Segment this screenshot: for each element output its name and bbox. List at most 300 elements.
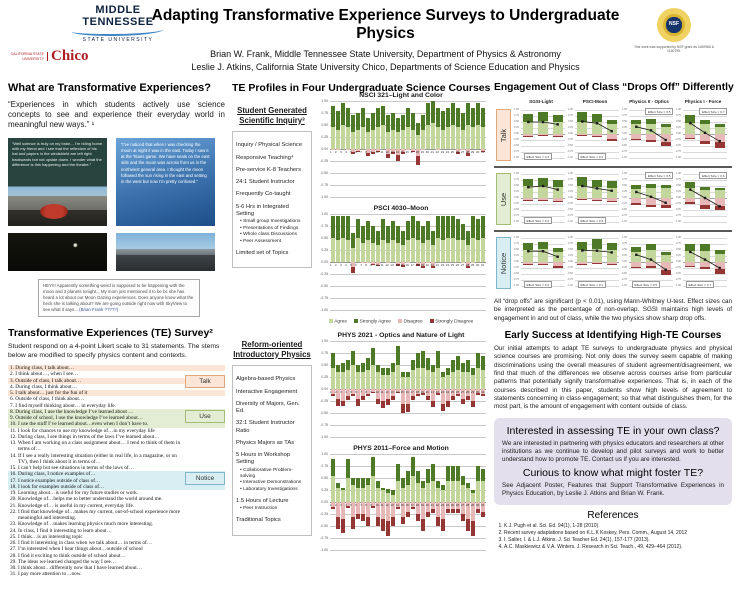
x-tick-label: 14: [395, 149, 399, 154]
mini-y-tick-label: -0.75: [675, 214, 681, 217]
poster-title: Adapting Transformative Experience Surveys to Undergraduate Physics: [151, 7, 620, 42]
x-tick-label: 26: [455, 389, 460, 394]
bar-segment: [476, 481, 480, 503]
chart-plot: [320, 212, 486, 312]
feature-item: Inquiry / Physical Science: [236, 142, 303, 149]
y-tick-label: -0.25: [320, 399, 328, 404]
bar-segment: [451, 372, 455, 389]
mtsu-logo-line1: MIDDLE: [95, 4, 141, 16]
x-tick-label: 2: [335, 389, 337, 394]
bar-segment: [381, 490, 385, 502]
reform-heading: Reform-oriented Introductory Physics: [233, 340, 311, 359]
y-tick-label: 0.00: [321, 387, 328, 392]
bar-segment: [396, 481, 400, 503]
bar-segment: [391, 221, 395, 240]
bar-segment: [441, 216, 445, 240]
y-tick-label: -0.25: [320, 272, 328, 276]
mini-y-tick-label: 0.25: [675, 126, 681, 129]
bar-segment: [411, 396, 415, 400]
mini-y-tick-label: -0.75: [513, 214, 519, 217]
middle-column: [232, 82, 491, 587]
bar-segment: [386, 521, 390, 535]
survey-item: 11. I look for chances to use my knowledge of…in my everyday life: [10, 427, 155, 434]
survey-item: 6. Outside of class, I think about…: [10, 396, 85, 403]
x-tick-label: 31: [480, 149, 485, 154]
row-label-text: Notice: [499, 252, 509, 274]
bar-segment: [366, 517, 370, 527]
bar-segment: [456, 240, 460, 262]
bar-segment: [451, 238, 455, 262]
bar-segment: [451, 466, 455, 480]
bar-segment: [371, 130, 375, 149]
bar-segment: [451, 360, 455, 372]
bar-segment: [346, 108, 350, 127]
x-tick-label: 31: [480, 502, 485, 507]
bar-segment: [386, 132, 390, 149]
x-tick-label: 16: [405, 149, 409, 154]
x-tick-label: 5: [350, 149, 352, 154]
mini-y-tick-label: -0.25: [675, 138, 681, 141]
bar-segment: [441, 490, 445, 502]
mini-y-tick-label: -0.50: [675, 272, 681, 275]
chart-plot: [320, 339, 486, 440]
survey-item: 10. I use the stuff I’ve learned about…even when I don’t have to.: [8, 421, 225, 427]
bar-segment: [471, 127, 475, 149]
x-tick-label: 21: [430, 389, 434, 394]
bar-segment: [376, 517, 380, 527]
bar-segment: [336, 111, 340, 130]
bar-segment: [356, 478, 360, 488]
x-tick-label: 17: [410, 389, 414, 394]
bar-segment: [366, 485, 370, 502]
x-tick-label: 13: [390, 502, 394, 507]
x-tick-label: 9: [370, 389, 372, 394]
x-tick-label: 29: [470, 389, 475, 394]
bar-segment: [381, 106, 385, 125]
feature-sublist: [240, 468, 308, 494]
bar-segment: [461, 363, 465, 373]
y-tick-label: 1.00: [321, 99, 328, 103]
feature-subitem: • Laboratory Investigations: [240, 486, 298, 492]
bar-segment: [341, 103, 345, 125]
bar-segment: [436, 481, 440, 488]
x-tick-label: 7: [360, 262, 362, 267]
bar-segment: [351, 267, 355, 273]
x-tick-label: 26: [455, 149, 460, 154]
bar-segment: [411, 216, 415, 238]
bar-segment: [331, 459, 335, 476]
survey-item: 3. Outside of class, I talk about…: [8, 378, 225, 384]
photo-night-sky: [8, 233, 107, 271]
bar-segment: [471, 216, 475, 238]
bar-segment: [366, 221, 370, 240]
survey-item: 31. I pay more attention to…now.: [10, 571, 82, 578]
mini-y-tick-label: 0.25: [567, 254, 573, 257]
interested-heading: Interested in assessing TE in your own class?: [506, 424, 720, 437]
bar-segment: [356, 130, 360, 149]
mini-chart: [514, 233, 566, 293]
bar-segment: [411, 130, 415, 149]
effect-size-label: Effect Size = 0.5: [645, 108, 673, 115]
y-tick-label: -0.25: [320, 159, 328, 163]
bar-segment: [341, 216, 345, 238]
y-tick-label: 0.75: [321, 224, 328, 228]
gridline: [330, 286, 486, 287]
bar-segment: [446, 466, 450, 480]
y-tick-label: -0.50: [320, 524, 328, 529]
bar-segment: [451, 216, 455, 238]
bar-segment: [401, 488, 405, 502]
mini-y-tick-label: 0.75: [621, 242, 627, 245]
x-tick-label: 7: [360, 149, 362, 154]
bar-segment: [376, 372, 380, 389]
legend-item: Strongly Disagree: [430, 319, 474, 324]
bar-segment: [351, 517, 355, 529]
x-tick-label: 7: [360, 389, 362, 394]
bar-segment: [426, 396, 430, 400]
bar-segment: [346, 459, 350, 478]
x-tick-label: 2: [335, 149, 337, 154]
bar-segment: [416, 221, 420, 240]
bar-segment: [416, 353, 420, 367]
feature-item: Frequently Co-taught: [236, 191, 291, 198]
survey-item: 8. During class, I use the knowledge I’ve learned about …: [8, 409, 225, 415]
bar-segment: [366, 370, 370, 389]
x-tick-label: 28: [465, 149, 470, 154]
photo-car-windshield: [8, 138, 107, 226]
x-tick-label: 1: [330, 262, 332, 267]
x-tick-label: 28: [465, 389, 470, 394]
photo-stadium: [116, 233, 215, 271]
x-tick-label: 5: [350, 389, 352, 394]
bar-segment: [411, 113, 415, 130]
x-tick-label: 20: [425, 502, 429, 507]
legend-item: Agree: [329, 319, 347, 324]
bar-segment: [351, 132, 355, 149]
x-tick-label: 19: [420, 262, 424, 267]
x-tick-label: 10: [375, 149, 379, 154]
bar-segment: [456, 127, 460, 149]
x-tick-label: 23: [440, 149, 445, 154]
bar-segment: [376, 231, 380, 245]
survey-item: 15. I can’t help but see situations in terms of the laws of…: [10, 465, 134, 472]
mini-chart: [622, 169, 674, 229]
feature-item: Responsive Teaching⁴: [236, 154, 294, 161]
mini-y-tick-label: 1.00: [567, 236, 573, 239]
mini-y-tick-label: 1.00: [567, 172, 573, 175]
y-tick-label: -0.50: [320, 171, 328, 175]
course-charts: [314, 92, 488, 558]
row-label-talk: [496, 109, 511, 161]
bar-segment: [451, 481, 455, 503]
bar-segment: [336, 488, 340, 502]
bar-segment: [336, 372, 340, 389]
bar-segment: [461, 224, 465, 241]
y-tick-label: 0.25: [321, 375, 328, 380]
x-tick-label: 16: [405, 389, 409, 394]
mini-chart: [568, 233, 620, 293]
bar-segment: [341, 238, 345, 262]
bar-segment: [456, 394, 460, 396]
y-tick-label: -0.50: [320, 284, 328, 288]
bar-segment: [331, 106, 335, 128]
x-tick-label: 5: [350, 502, 352, 507]
feature-subitem: • Small group Investigations: [240, 219, 301, 225]
bar-segment: [431, 372, 435, 389]
mini-y-tick-label: 1.00: [513, 236, 519, 239]
effect-size-label: Effect Size = 0.2: [524, 217, 552, 224]
feature-item: 24:1 Student Instructor: [236, 179, 295, 186]
survey-item: 14. If I see a really interesting situation (either in real life, in a magazine, or on TV), then I think about it in terms of…: [10, 452, 177, 465]
trend-line: [683, 172, 727, 224]
y-tick-label: 0.25: [321, 135, 328, 139]
x-tick-label: 6: [355, 389, 357, 394]
authors: [150, 48, 621, 74]
left-column: [8, 82, 225, 578]
bar-segment: [466, 245, 470, 262]
mini-y-tick-label: 0.50: [675, 184, 681, 187]
effect-size-label: Effect Size = 0.2: [524, 281, 552, 288]
bar-segment: [391, 363, 395, 373]
feature-item: Algebra-based Physics: [236, 376, 296, 383]
early-success-text: Our initial attempts to adapt TE surveys to undergraduate physics and physical science courses are promising. Not only does the survey seem capable of making discriminations using the overall measures of student agreement/disagreement, we find that much of the differences we observe across courses arise from particular patterns that potentially signify transformative experiences. That is, in each of the courses described in this paper, students show high levels of agreement to statements concerning in class engagement; so that what distinguishes them, for the most part, is the amount of engagement with content outside of class.: [494, 344, 732, 411]
mini-y-tick-label: -1.00: [513, 220, 519, 223]
mini-grid-column-header: SGSI-Light: [529, 99, 553, 104]
bar-segment: [376, 245, 380, 262]
x-tick-label: 17: [410, 262, 414, 267]
x-tick-label: 12: [385, 389, 389, 394]
engagement-row: [494, 169, 732, 229]
mini-y-tick-label: 0.50: [513, 120, 519, 123]
bar-segment: [426, 103, 430, 125]
bar-segment: [351, 248, 355, 262]
mini-y-tick-label: -1.00: [567, 156, 573, 159]
bar-segment: [471, 401, 475, 407]
feature-item: Pre-service K-8 Teachers: [236, 166, 301, 173]
bar-segment: [481, 127, 485, 149]
mini-y-tick-label: 0.25: [621, 190, 627, 193]
bar-segment: [351, 394, 355, 396]
mini-y-tick-label: 0.25: [513, 126, 519, 129]
bar-segment: [436, 108, 440, 127]
bar-segment: [481, 481, 485, 503]
mini-y-tick-label: 0.75: [513, 242, 519, 245]
x-tick-label: 13: [390, 389, 394, 394]
feature-subitem: • Collaborative Problem-solving: [240, 467, 293, 479]
x-tick-label: 10: [375, 389, 379, 394]
bar-segment: [391, 372, 395, 389]
mini-y-tick-label: 1.00: [513, 108, 519, 111]
mini-y-tick-label: 1.00: [675, 236, 681, 239]
x-tick-label: 22: [435, 149, 440, 154]
gridline: [330, 466, 486, 467]
x-tick-label: 9: [370, 262, 372, 267]
survey-item: 4. During class, I think about…: [10, 383, 77, 390]
effect-size-label: Effect Size = 0.3: [524, 153, 552, 160]
bar-segment: [446, 238, 450, 262]
bar-segment: [366, 240, 370, 262]
feature-item: Interactive Engagement: [236, 388, 298, 395]
mini-y-tick-label: 0.50: [513, 184, 519, 187]
x-tick-label: 18: [415, 502, 419, 507]
mini-y-tick-label: 0.75: [675, 114, 681, 117]
effect-size-label: Effect Size = 0.3: [578, 217, 606, 224]
bar-segment: [431, 401, 435, 407]
bar-segment: [381, 375, 385, 389]
mini-y-tick-label: 0.50: [675, 120, 681, 123]
mini-y-tick-label: 0.00: [567, 260, 573, 263]
survey-item: 9. Outside of school, I use the knowledge I’ve learned about…: [8, 415, 225, 421]
bar-segment: [456, 219, 460, 241]
notice-badge: Notice: [185, 472, 225, 485]
x-tick-label: 15: [400, 149, 404, 154]
x-tick-label: 29: [470, 502, 475, 507]
bar-segment: [426, 240, 430, 262]
bar-segment: [411, 507, 415, 509]
photo-moon-quote: [116, 138, 215, 226]
x-tick-label: 25: [450, 262, 455, 267]
x-tick-label: 15: [400, 262, 404, 267]
chart-plot: [320, 99, 486, 199]
bar-segment: [466, 103, 470, 125]
bar-segment: [396, 464, 400, 481]
bar-segment: [396, 365, 400, 389]
mini-y-tick-label: -0.50: [513, 144, 519, 147]
sgsi-feature-list: [232, 131, 312, 268]
bar-segment: [411, 457, 415, 476]
reference-item: 3. I. Salter, I. & L.J. Atkins. J. Sci Teacher Ed. 24(1), 157-177 (2013).: [504, 537, 732, 544]
x-tick-label: 11: [380, 262, 384, 267]
mini-y-tick-label: -0.50: [621, 144, 627, 147]
mini-y-tick-label: 0.00: [621, 132, 627, 135]
mini-y-tick-label: 0.25: [621, 254, 627, 257]
x-tick-label: 18: [415, 149, 419, 154]
x-tick-label: 30: [475, 502, 480, 507]
bar-segment: [406, 404, 410, 413]
legend-swatch: [354, 319, 358, 323]
bar-segment: [441, 519, 445, 531]
bar-segment: [411, 360, 415, 370]
mini-chart: [514, 105, 566, 165]
bar-segment: [396, 243, 400, 262]
bar-segment: [386, 115, 390, 132]
bar-segment: [431, 123, 435, 149]
bar-segment: [331, 507, 335, 509]
x-tick-label: 30: [475, 389, 480, 394]
gridline: [330, 538, 486, 539]
bar-segment: [476, 353, 480, 367]
y-tick-label: -0.75: [320, 423, 328, 428]
bar-segment: [331, 127, 335, 149]
x-tick-label: 8: [365, 262, 367, 267]
row-label-text: Talk: [499, 128, 508, 142]
mini-y-tick-label: 0.75: [513, 178, 519, 181]
mini-y-tick-label: 0.00: [675, 260, 681, 263]
bar-segment: [411, 476, 415, 502]
bar-segment: [461, 485, 465, 502]
bar-segment: [461, 372, 465, 389]
x-tick-label: 25: [450, 389, 455, 394]
x-tick-label: 24: [445, 149, 450, 154]
feature-subitem: • Interactive Demonstrations: [240, 480, 302, 486]
mini-chart: [568, 169, 620, 229]
bar-segment: [466, 488, 470, 502]
survey-item: 29. The ideas we learned changed the way I see…: [10, 558, 117, 565]
x-tick-label: 22: [435, 389, 440, 394]
bar-segment: [456, 356, 460, 370]
bar-segment: [381, 240, 385, 262]
mini-y-tick-label: 1.00: [675, 108, 681, 111]
bar-segment: [386, 154, 390, 158]
bar-segment: [421, 243, 425, 262]
bar-segment: [371, 476, 375, 502]
bar-segment: [481, 108, 485, 127]
bar-segment: [391, 396, 395, 400]
gridline: [330, 214, 486, 215]
bar-segment: [356, 399, 360, 406]
bar-segment: [421, 519, 425, 531]
bar-segment: [416, 368, 420, 390]
x-tick-label: 23: [440, 262, 445, 267]
curious-heading: Curious to know what might foster TE?: [522, 466, 704, 479]
bar-segment: [371, 348, 375, 365]
bar-segment: [371, 113, 375, 130]
bar-segment: [336, 399, 340, 406]
y-tick-label: 0.75: [321, 111, 328, 115]
mini-y-tick-label: -1.00: [567, 284, 573, 287]
bar-segment: [476, 509, 480, 513]
bar-segment: [436, 238, 440, 262]
bar-segment: [431, 464, 435, 481]
bar-segment: [461, 130, 465, 149]
te-definition-quote: “Experiences in which students actively use science concepts to see and experience their everyday world in meaningful new ways.” ¹: [8, 100, 225, 130]
reform-feature-list: [232, 365, 312, 535]
mtsu-logo-line3: STATE UNIVERSITY: [82, 37, 154, 44]
effect-size-label: Effect Size = 0.1: [578, 281, 606, 288]
trend-line: [683, 108, 727, 160]
bar-segment: [361, 478, 365, 488]
feature-item: Physics Majors as TAs: [236, 439, 295, 446]
survey-item: 2. I think about…, when I see…: [10, 371, 79, 378]
bar-segment: [381, 219, 385, 241]
bar-segment: [461, 514, 465, 521]
bar-segment: [406, 108, 410, 127]
bar-segment: [401, 115, 405, 129]
survey-intro: Student respond on a 4-point Likert scale to 31 statements. The stems below are modified to specify physics content and contexts.: [8, 343, 220, 360]
bar-segment: [481, 356, 485, 370]
author-line-1: Brian W. Frank, Middle Tennessee State University, Department of Physics & Astronomy: [210, 49, 561, 59]
talk-badge: Talk: [185, 375, 225, 388]
bar-segment: [396, 226, 400, 243]
bar-segment: [346, 396, 350, 400]
mini-y-tick-label: 0.75: [513, 114, 519, 117]
sgsi-heading: Student Generated Scientific Inquiry³: [237, 106, 307, 125]
survey-item: 19. Learning about…is useful for my future studies or work.: [10, 490, 139, 497]
bar-segment: [346, 370, 350, 389]
chart-title: PHYS 2021 - Optics and Nature of Light: [337, 332, 465, 340]
legend-swatch: [430, 319, 434, 323]
y-tick-label: -1.00: [320, 308, 328, 312]
x-tick-label: 8: [365, 502, 367, 507]
effect-size-label: Effect Size = 0.7: [699, 108, 727, 115]
mini-y-tick-label: 0.00: [513, 196, 519, 199]
mini-grid-header-spacer: [494, 99, 514, 104]
mini-y-tick-label: 0.25: [513, 190, 519, 193]
bar-segment: [451, 125, 455, 149]
survey-item: 1. During class, I talk about…: [8, 365, 225, 371]
bar-segment: [376, 365, 380, 372]
bar-segment: [446, 509, 450, 513]
